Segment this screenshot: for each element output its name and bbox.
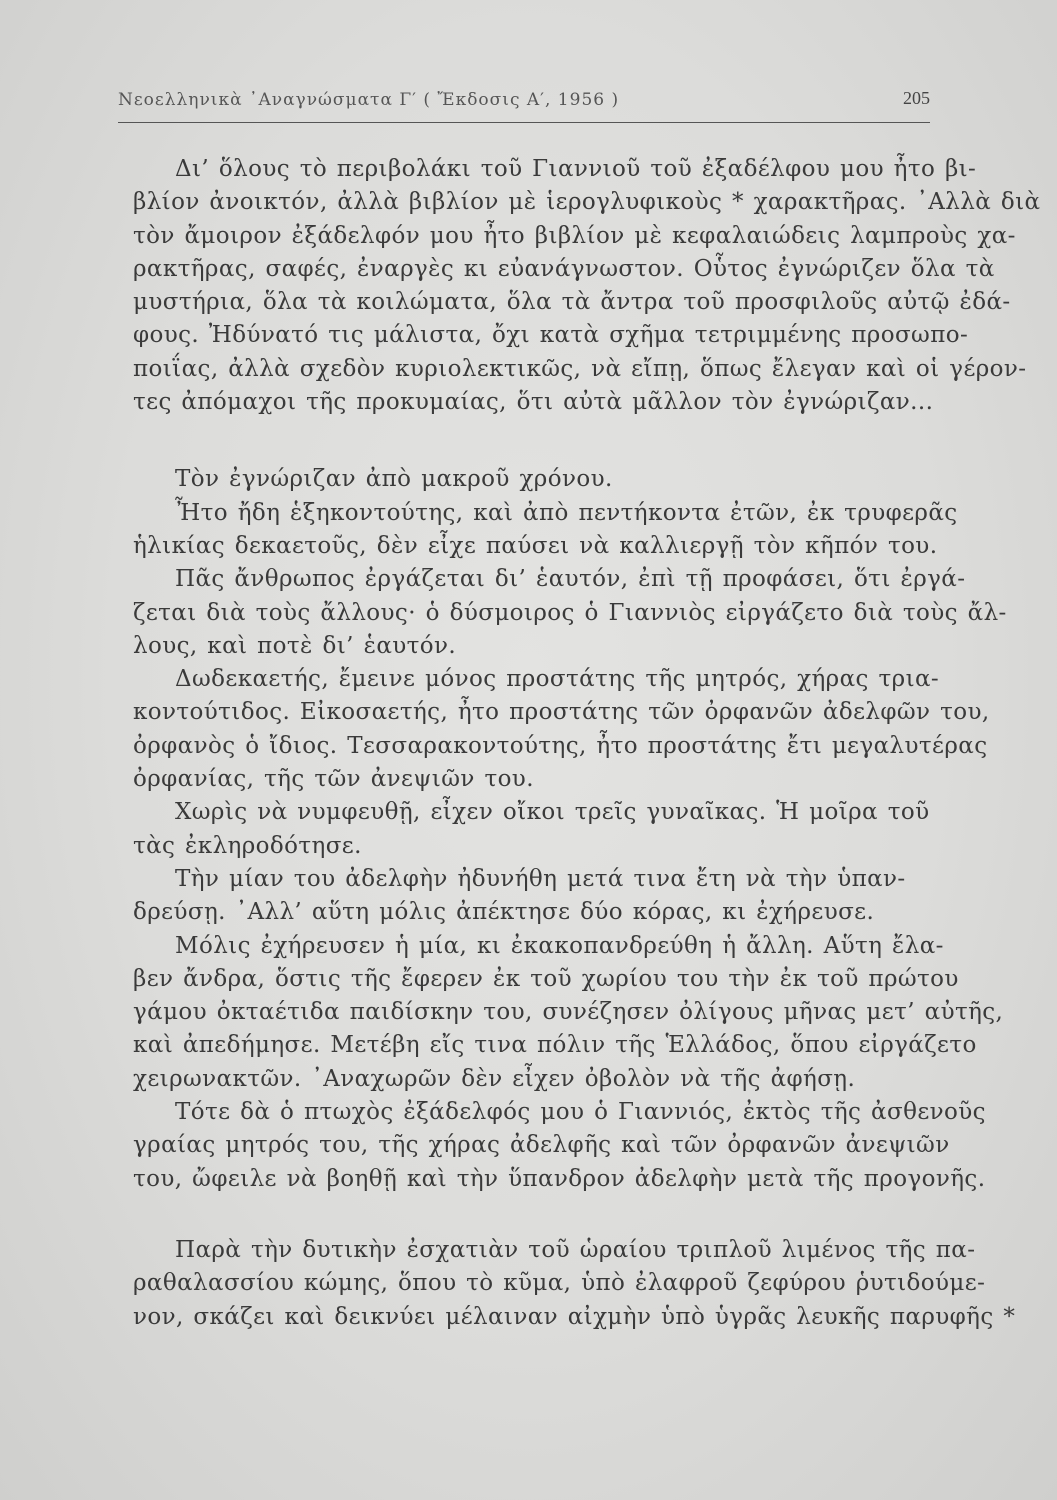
page-number: 205 [903, 88, 930, 108]
text-line: βλίον ἀνοικτόν, ἀλλὰ βιβλίον μὲ ἱερογλυφικοὺς * χαρακτῆρας. ᾿Αλλὰ διὰ [133, 189, 1041, 216]
running-title: Νεοελληνικὰ ᾿Αναγνώσματα Γ′ ( Ἔκδοσις Α′, 1956 ) [118, 90, 620, 110]
text-line: τὸν ἄμοιρον ἐξάδελφόν μου ἦτο βιβλίον μὲ κεφαλαιώδεις λαμπροὺς χα- [133, 222, 1016, 249]
paragraph-2 [133, 463, 1007, 1196]
text-line: γάμου ὀκταέτιδα παιδίσκην του, συνέζησεν ὀλίγους μῆνας μετ’ αὐτῆς, [133, 999, 1004, 1026]
text-line: ποιΐας, ἀλλὰ σχεδὸν κυριολεκτικῶς, νὰ εἴπῃ, ὅπως ἔλεγαν καὶ οἱ γέρον- [133, 355, 1027, 382]
text-line: Χωρὶς νὰ νυμφευθῇ, εἶχεν οἴκοι τρεῖς γυναῖκας. Ἡ μοῖρα τοῦ [175, 799, 930, 826]
text-line: του, ὤφειλε νὰ βοηθῇ καὶ τὴν ὕπανδρον ἀδελφὴν μετὰ τῆς προγονῆς. [133, 1165, 986, 1192]
text-line: μυστήρια, ὅλα τὰ κοιλώματα, ὅλα τὰ ἄντρα τοῦ προσφιλοῦς αὐτῷ ἐδά- [133, 289, 1011, 316]
running-header [118, 86, 930, 123]
body-text [133, 153, 1041, 1334]
text-line: ὀρφανίας, τῆς τῶν ἀνεψιῶν του. [133, 766, 534, 793]
section-gap [133, 1196, 923, 1234]
text-line: δρεύσῃ. ᾿Αλλ’ αὕτη μόλις ἀπέκτησε δύο κόρας, κι ἐχήρευσε. [133, 899, 875, 926]
text-line: ραθαλασσίου κώμης, ὅπου τὸ κῦμα, ὑπὸ ἐλαφροῦ ζεφύρου ῥυτιδούμε- [133, 1270, 986, 1297]
paragraph-3 [133, 1234, 1016, 1334]
text-line: φους. Ἠδύνατό τις μάλιστα, ὄχι κατὰ σχῆμα τετριμμένης προσωπο- [133, 322, 969, 349]
text-line: Παρὰ τὴν δυτικὴν ἐσχατιὰν τοῦ ὡραίου τριπλοῦ λιμένος τῆς πα- [175, 1236, 976, 1263]
text-line: Μόλις ἐχήρευσεν ἡ μία, κι ἐκακοπανδρεύθη ἡ ἄλλη. Αὕτη ἔλα- [175, 932, 944, 959]
text-line: Τὸν ἐγνώριζαν ἀπὸ μακροῦ χρόνου. [175, 466, 613, 493]
text-line: νον, σκάζει καὶ δεικνύει μέλαιναν αἰχμὴν ὑπὸ ὑγρᾶς λευκῆς παρυφῆς * [133, 1303, 1016, 1330]
text-line: τες ἀπόμαχοι τῆς προκυμαίας, ὅτι αὐτὰ μᾶλλον τὸν ἐγνώριζαν... [133, 389, 934, 416]
text-line: Τὴν μίαν του ἀδελφὴν ἠδυνήθη μετά τινα ἔτη νὰ τὴν ὑπαν- [175, 865, 906, 892]
text-line: κοντούτιδος. Εἰκοσαετής, ἦτο προστάτης τῶν ὀρφανῶν ἀδελφῶν του, [133, 699, 990, 726]
text-line: ὀρφανὸς ὁ ἴδιος. Τεσσαρακοντούτης, ἦτο προστάτης ἔτι μεγαλυτέρας [133, 732, 988, 759]
text-line: χειρωνακτῶν. ᾿Αναχωρῶν δὲν εἶχεν ὀβολὸν νὰ τῆς ἀφήσῃ. [133, 1065, 856, 1092]
text-line: ρακτῆρας, σαφές, ἐναργὲς κι εὐανάγνωστον. Οὗτος ἐγνώριζεν ὅλα τὰ [133, 255, 995, 282]
text-line: Δι’ ὅλους τὸ περιβολάκι τοῦ Γιαννιοῦ τοῦ ἐξαδέλφου μου ἦτο βι- [175, 156, 977, 182]
section-gap [133, 419, 923, 463]
text-line: ζεται διὰ τοὺς ἄλλους· ὁ δύσμοιρος ὁ Γιαννιὸς εἰργάζετο διὰ τοὺς ἄλ- [133, 599, 1007, 626]
text-line: λους, καὶ ποτὲ δι’ ἑαυτόν. [133, 632, 457, 659]
text-line: γραίας μητρός του, τῆς χήρας ἀδελφῆς καὶ τῶν ὀρφανῶν ἀνεψιῶν [133, 1132, 950, 1159]
text-line: καὶ ἀπεδήμησε. Μετέβη εἴς τινα πόλιν τῆς Ἑλλάδος, ὅπου εἰργάζετο [133, 1032, 977, 1059]
text-line: Πᾶς ἄνθρωπος ἐργάζεται δι’ ἑαυτόν, ἐπὶ τῇ προφάσει, ὅτι ἐργά- [175, 566, 966, 593]
text-line: Δωδεκαετής, ἔμεινε μόνος προστάτης τῆς μητρός, χήρας τρια- [175, 666, 940, 693]
text-line: ἡλικίας δεκαετοῦς, δὲν εἶχε παύσει νὰ καλλιεργῇ τὸν κῆπόν του. [133, 532, 938, 559]
paragraph-1 [133, 153, 1041, 419]
text-line: Ἦτο ἤδη ἑξηκοντούτης, καὶ ἀπὸ πεντήκοντα ἐτῶν, ἐκ τρυφερᾶς [175, 499, 958, 526]
text-line: Τότε δὰ ὁ πτωχὸς ἐξάδελφός μου ὁ Γιαννιός, ἐκτὸς τῆς ἀσθενοῦς [175, 1099, 986, 1126]
text-line: τὰς ἐκληροδότησε. [133, 832, 362, 859]
text-line: βεν ἄνδρα, ὅστις τῆς ἔφερεν ἐκ τοῦ χωρίου του τὴν ἐκ τοῦ πρώτου [133, 965, 959, 992]
